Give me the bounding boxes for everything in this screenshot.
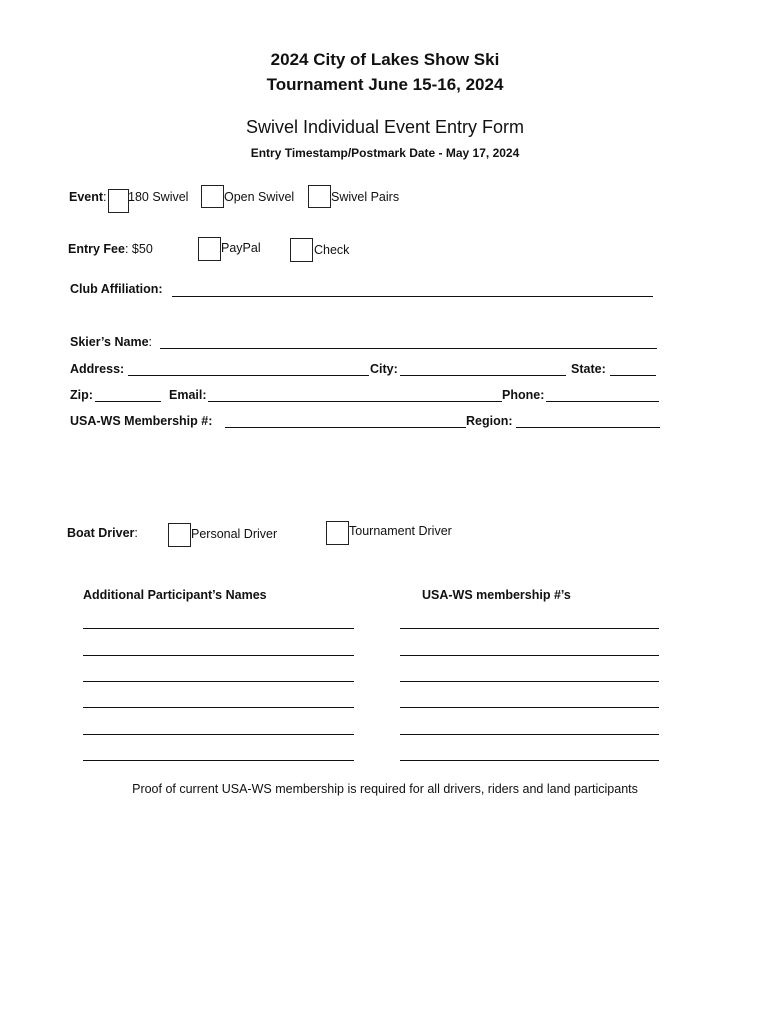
city-field[interactable] <box>400 375 566 376</box>
city-label: City: <box>370 362 398 376</box>
address-field[interactable] <box>128 375 369 376</box>
membership-label: USA-WS Membership #: <box>70 414 213 428</box>
participant-name-line[interactable] <box>83 681 354 682</box>
event-open-swivel-label: Open Swivel <box>224 190 295 204</box>
state-label: State: <box>571 362 606 376</box>
event-180-swivel-label: 180 Swivel <box>128 190 189 204</box>
zip-field[interactable] <box>95 401 161 402</box>
participant-membership-line[interactable] <box>400 655 659 656</box>
event-open-swivel-checkbox[interactable] <box>201 185 224 208</box>
entry-timestamp: Entry Timestamp/Postmark Date - May 17, 2024 <box>250 146 520 160</box>
paypal-checkbox[interactable] <box>198 237 221 261</box>
phone-field[interactable] <box>546 401 659 402</box>
club-affiliation-label: Club Affiliation: <box>70 282 163 296</box>
region-label: Region: <box>466 414 513 428</box>
participant-name-line[interactable] <box>83 707 354 708</box>
tournament-driver-checkbox[interactable] <box>326 521 349 545</box>
tournament-driver-label: Tournament Driver <box>349 524 452 538</box>
club-affiliation-field[interactable] <box>172 296 653 297</box>
participant-membership-line[interactable] <box>400 707 659 708</box>
event-swivel-pairs-label: Swivel Pairs <box>331 190 400 204</box>
event-label: Event: <box>69 190 107 204</box>
state-field[interactable] <box>610 375 656 376</box>
participant-membership-header: USA-WS membership #’s <box>422 588 571 602</box>
paypal-label: PayPal <box>221 241 261 255</box>
participant-membership-line[interactable] <box>400 628 659 629</box>
participant-name-line[interactable] <box>83 655 354 656</box>
membership-requirement-note: Proof of current USA-WS membership is required for all drivers, riders and land participants <box>132 782 638 796</box>
boat-driver-label: Boat Driver: <box>67 526 138 540</box>
participant-names-header: Additional Participant’s Names <box>83 588 267 602</box>
membership-field[interactable] <box>225 427 466 428</box>
personal-driver-checkbox[interactable] <box>168 523 191 547</box>
check-checkbox[interactable] <box>290 238 313 262</box>
entry-fee-label: Entry Fee: $50 <box>68 242 153 256</box>
participant-membership-line[interactable] <box>400 681 659 682</box>
event-180-swivel-checkbox[interactable] <box>108 189 129 213</box>
skier-name-label: Skier’s Name: <box>70 335 153 349</box>
participant-membership-line[interactable] <box>400 760 659 761</box>
email-field[interactable] <box>208 401 502 402</box>
check-label: Check <box>314 243 350 257</box>
form-title-line1: 2024 City of Lakes Show Ski <box>270 50 500 69</box>
form-subtitle: Swivel Individual Event Entry Form <box>245 117 525 137</box>
region-field[interactable] <box>516 427 660 428</box>
zip-label: Zip: <box>70 388 93 402</box>
event-swivel-pairs-checkbox[interactable] <box>308 185 331 208</box>
skier-name-field[interactable] <box>160 348 657 349</box>
form-title-line2: Tournament June 15-16, 2024 <box>266 75 504 94</box>
phone-label: Phone: <box>502 388 545 402</box>
participant-membership-line[interactable] <box>400 734 659 735</box>
participant-name-line[interactable] <box>83 760 354 761</box>
email-label: Email: <box>169 388 207 402</box>
participant-name-line[interactable] <box>83 734 354 735</box>
address-label: Address: <box>70 362 125 376</box>
personal-driver-label: Personal Driver <box>191 527 278 541</box>
participant-name-line[interactable] <box>83 628 354 629</box>
